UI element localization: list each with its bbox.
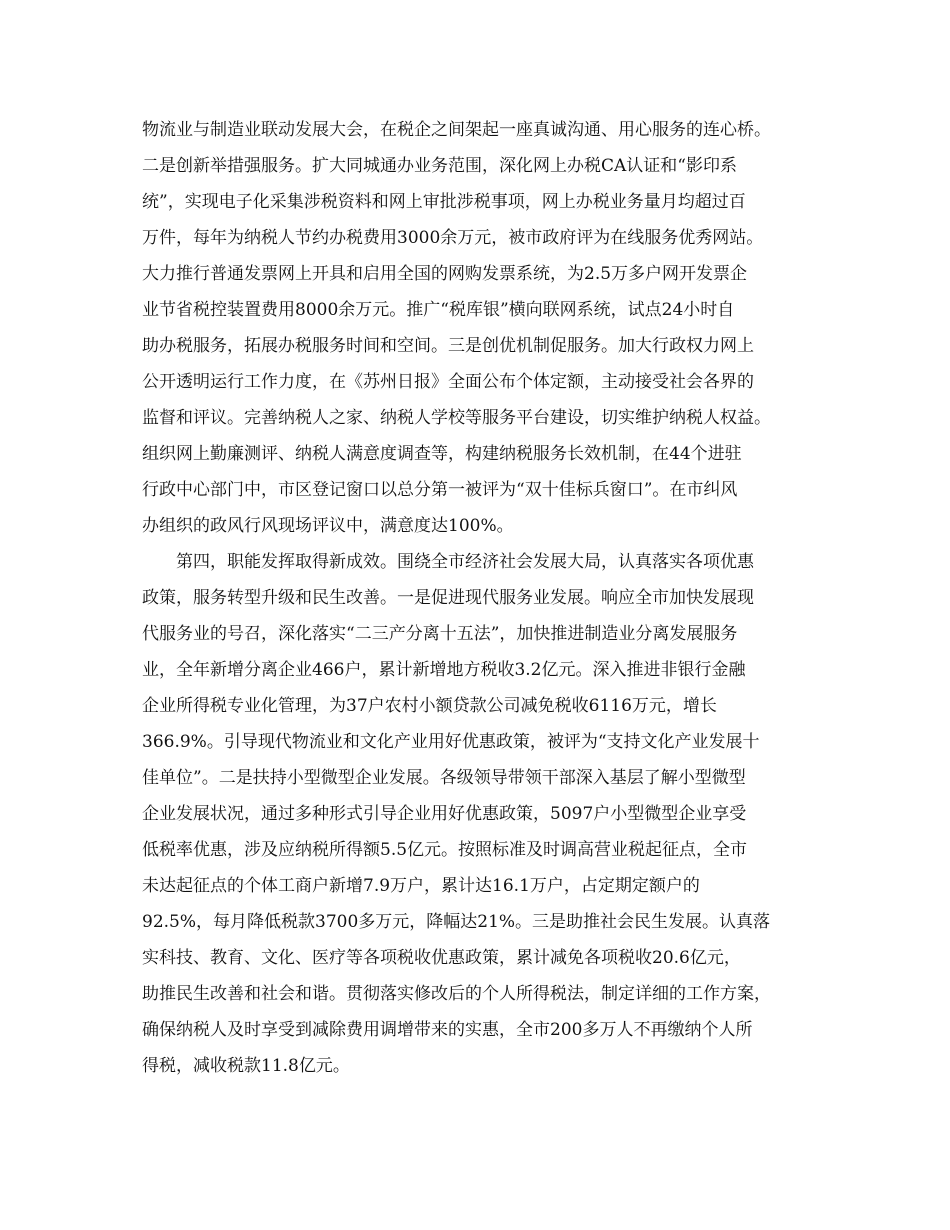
paragraph-start-line: 第四，职能发挥取得新成效。围绕全市经济社会发展大局，认真落实各项优惠 xyxy=(176,552,754,572)
text-line: 92.5%，每月降低税款3700多万元，降幅达21%。三是助推社会民生发展。认真落 xyxy=(142,912,771,932)
text-line: 企业发展状况，通过多种形式引导企业用好优惠政策，5097户小型微型企业享受 xyxy=(142,804,747,824)
text-line: 行政中心部门中，市区登记窗口以总分第一被评为“双十佳标兵窗口”。在市纠风 xyxy=(142,480,738,500)
text-line: 业，全年新增分离企业466户，累计新增地方税收3.2亿元。深入推进非银行金融 xyxy=(142,660,746,680)
text-line: 得税，减收税款11.8亿元。 xyxy=(142,1056,350,1076)
text-line: 统”，实现电子化采集涉税资料和网上审批涉税事项，网上办税业务量月均超过百 xyxy=(142,192,746,212)
text-line: 企业所得税专业化管理，为37户农村小额贷款公司减免税收6116万元，增长 xyxy=(142,696,717,716)
text-line: 实科技、教育、文化、医疗等各项税收优惠政策，累计减免各项税收20.6亿元， xyxy=(142,948,741,968)
text-line: 组织网上勤廉测评、纳税人满意度调查等，构建纳税服务长效机制，在44个进驻 xyxy=(142,444,742,464)
text-line: 助办税服务，拓展办税服务时间和空间。三是创优机制促服务。加大行政权力网上 xyxy=(142,336,754,356)
text-line: 公开透明运行工作力度，在《苏州日报》全面公布个体定额，主动接受社会各界的 xyxy=(142,372,754,392)
text-line: 万件，每年为纳税人节约办税费用3000余万元，被市政府评为在线服务优秀网站。 xyxy=(142,228,764,248)
text-line: 大力推行普通发票网上开具和启用全国的网购发票系统，为2.5万多户网开发票企 xyxy=(142,264,748,284)
text-line: 确保纳税人及时享受到减除费用调增带来的实惠，全市200多万人不再缴纳个人所 xyxy=(142,1020,753,1040)
text-line: 佳单位”。二是扶持小型微型企业发展。各级领导带领干部深入基层了解小型微型 xyxy=(142,768,746,788)
text-line: 办组织的政风行风现场评议中，满意度达100%。 xyxy=(142,516,514,536)
text-line: 物流业与制造业联动发展大会，在税企之间架起一座真诚沟通、用心服务的连心桥。 xyxy=(142,120,771,140)
text-line: 业节省税控装置费用8000余万元。推广“税库银”横向联网系统，试点24小时自 xyxy=(142,300,735,320)
text-line: 政策，服务转型升级和民生改善。一是促进现代服务业发展。响应全市加快发展现 xyxy=(142,588,754,608)
text-line: 代服务业的号召，深化落实“二三产分离十五法”，加快推进制造业分离发展服务 xyxy=(142,624,738,644)
text-line: 未达起征点的个体工商户新增7.9万户，累计达16.1万户，占定期定额户的 xyxy=(142,876,700,896)
text-line: 监督和评议。完善纳税人之家、纳税人学校等服务平台建设，切实维护纳税人权益。 xyxy=(142,408,771,428)
text-line: 助推民生改善和社会和谐。贯彻落实修改后的个人所得税法，制定详细的工作方案， xyxy=(142,984,771,1004)
text-line: 二是创新举措强服务。扩大同城通办业务范围，深化网上办税CA认证和“影印系 xyxy=(142,156,737,176)
text-line: 低税率优惠，涉及应纳税所得额5.5亿元。按照标准及时调高营业税起征点，全市 xyxy=(142,840,748,860)
text-line: 366.9%。引导现代物流业和文化产业用好优惠政策，被评为“支持文化产业发展十 xyxy=(142,732,760,752)
